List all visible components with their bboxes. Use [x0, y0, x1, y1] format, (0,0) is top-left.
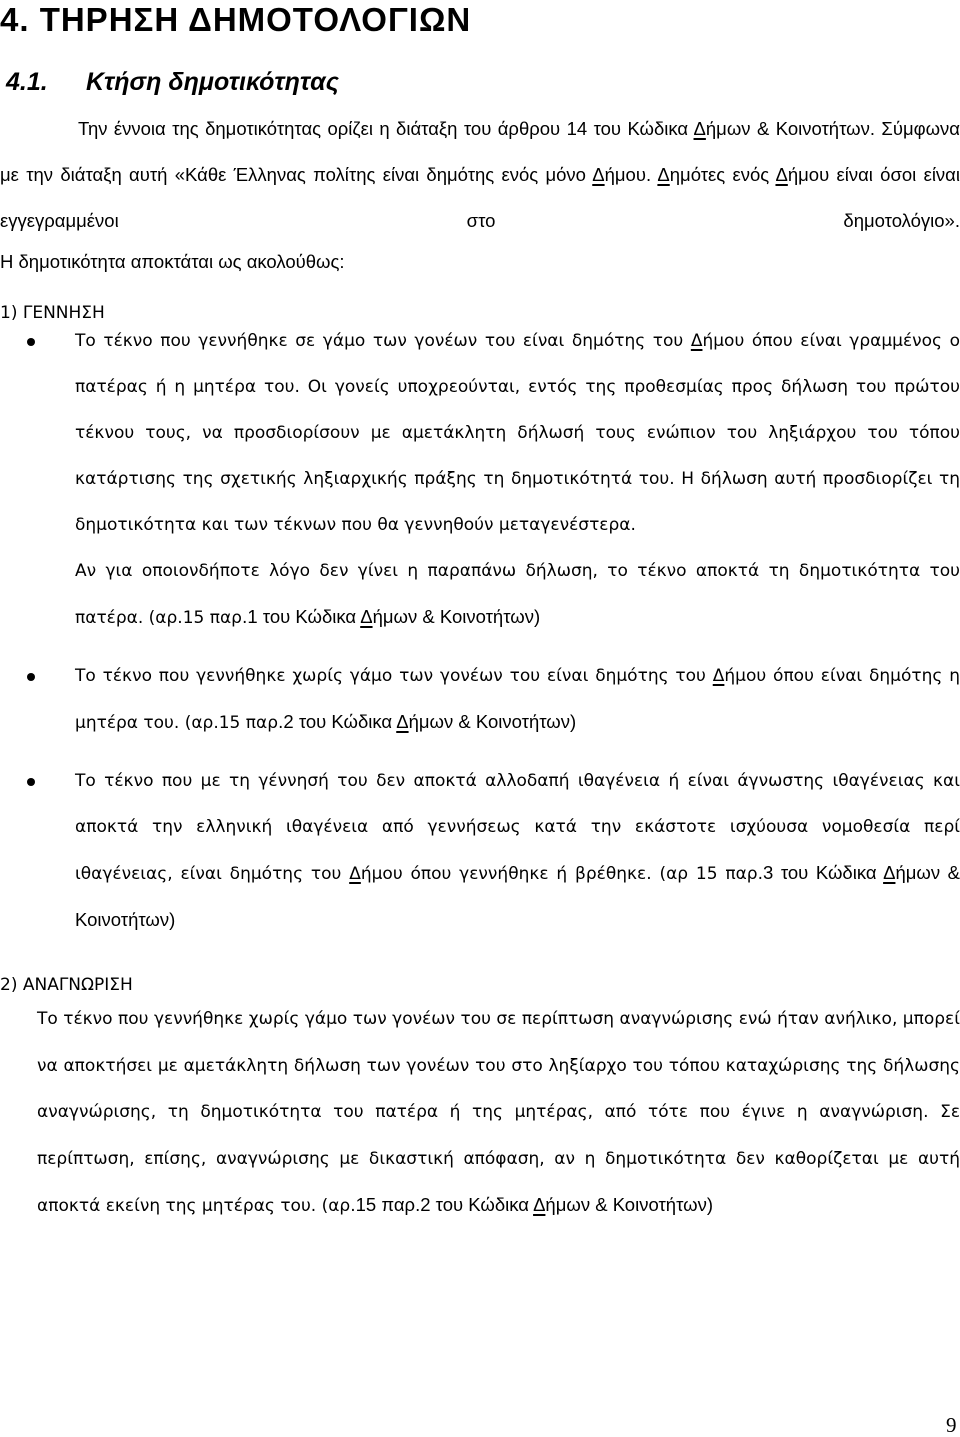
chapter-heading: 4. ΤΗΡΗΣΗ ΔΗΜΟΤΟΛΟΓΙΩΝ	[0, 1, 472, 38]
section-title: Κτήση δημοτικότητας	[86, 68, 339, 96]
bullet-icon	[27, 338, 35, 346]
recognition-heading: 2) ΑΝΑΓΝΩΡΙΣΗ	[0, 975, 133, 995]
list-item	[0, 653, 960, 746]
recognition-reference: 15 παρ.	[355, 1194, 421, 1215]
page-number: 9	[946, 1413, 957, 1437]
section-number: 4.1.	[6, 68, 48, 96]
bullet-icon	[27, 778, 35, 786]
recognition-text: Σε περίπτωση, επίσης, αναγνώρισης με δικαστική απόφαση, αν η δημοτικότητα δεν καθορίζεται με αυτή αποκτά εκείνη της μητέρας του. (αρ.	[37, 1102, 960, 1216]
bullet-icon	[27, 673, 35, 681]
birth-heading: 1) ΓΕΝΝΗΣΗ	[0, 303, 105, 323]
birth-list	[0, 318, 960, 944]
list-item	[0, 318, 960, 548]
list-item-reference: 3 του Κώδικα Δήμων & Κοινοτήτων)	[75, 862, 960, 930]
list-item-text: Το τέκνο που γεννήθηκε σε γάμο των γονέων του είναι δημότης του Δήμου όπου είναι γραμμένος ο πατέρας ή η μητέρα του.	[75, 331, 960, 397]
list-item-text: Η δήλωση αυτή προσδιορίζει τη δημοτικότητα και των τέκνων που θα γεννηθούν μεταγενέστερα.	[75, 469, 960, 535]
intro-text: Την έννοια της δημοτικότητας ορίζει η διάταξη του άρθρου 14 του Κώδικα Δήμων & Κοινοτήτων. Σύμφωνα με την διάταξη αυτή «Κάθε Έλληνας πολίτης είναι δημότης ενός μόνο Δήμου. Δημότες ενός Δήμου είναι όσοι είναι εγγεγραμμένοι στο δημοτολόγιο».	[0, 118, 960, 231]
recognition-text: Το τέκνο που γεννήθηκε χωρίς γάμο των γονέων του σε περίπτωση αναγνώρισης ενώ ήταν ανήλικο, μπορεί να αποκτήσει με αμετάκλητη δήλωση των γονέων του στο ληξίαρχο του τόπου καταχώρισης της δήλωσης αναγνώρισης, τη δημοτικότητα του πατέρα ή της μητέρας, από τότε που έγινε η αναγνώριση.	[37, 1009, 960, 1122]
list-item	[0, 758, 960, 944]
list-item-text: Οι γονείς υποχρεούνται, εντός της προθεσμίας προς δήλωση του πρώτου τέκνου τους, να προσδιορίσουν με αμετάκλητη δήλωσή τους ενώπιον του ληξιάρχου του τόπου κατάρτισης της σχετικής ληξιαρχικής πράξης τη δημοτικότητά του.	[75, 377, 960, 489]
note-reference: 1 του Κώδικα Δήμων & Κοινοτήτων)	[247, 606, 541, 627]
list-item-note	[0, 548, 960, 641]
list-item-reference: 2 του Κώδικα Δήμων & Κοινοτήτων)	[283, 711, 577, 732]
acquisition-statement: Η δημοτικότητα αποκτάται ως ακολούθως:	[0, 251, 345, 272]
recognition-reference: 2 του Κώδικα Δήμων & Κοινοτήτων)	[420, 1194, 713, 1215]
intro-paragraph	[0, 106, 960, 244]
note-text: Αν για οποιονδήποτε λόγο δεν γίνει η παραπάνω δήλωση, το τέκνο αποκτά τη δημοτικότητα του πατέρα. (αρ.15 παρ.	[75, 561, 960, 628]
section-heading	[6, 64, 339, 100]
list-item-text: Το τέκνο που γεννήθηκε χωρίς γάμο των γονέων του είναι δημότης του Δήμου όπου είναι δημότης η μητέρα του. (αρ.15 παρ.	[75, 666, 960, 733]
recognition-paragraph	[37, 996, 960, 1230]
list-item-text: Το τέκνο που με τη γέννησή του δεν αποκτά αλλοδαπή ιθαγένεια ή είναι άγνωστης ιθαγένειας και αποκτά την ελληνική ιθαγένεια από γεννήσεως κατά την εκάστοτε ισχύουσα νομοθεσία περί ιθαγένειας, είναι δημότης του Δήμου όπου γεννήθηκε ή βρέθηκε. (αρ 15 παρ.	[75, 771, 960, 884]
